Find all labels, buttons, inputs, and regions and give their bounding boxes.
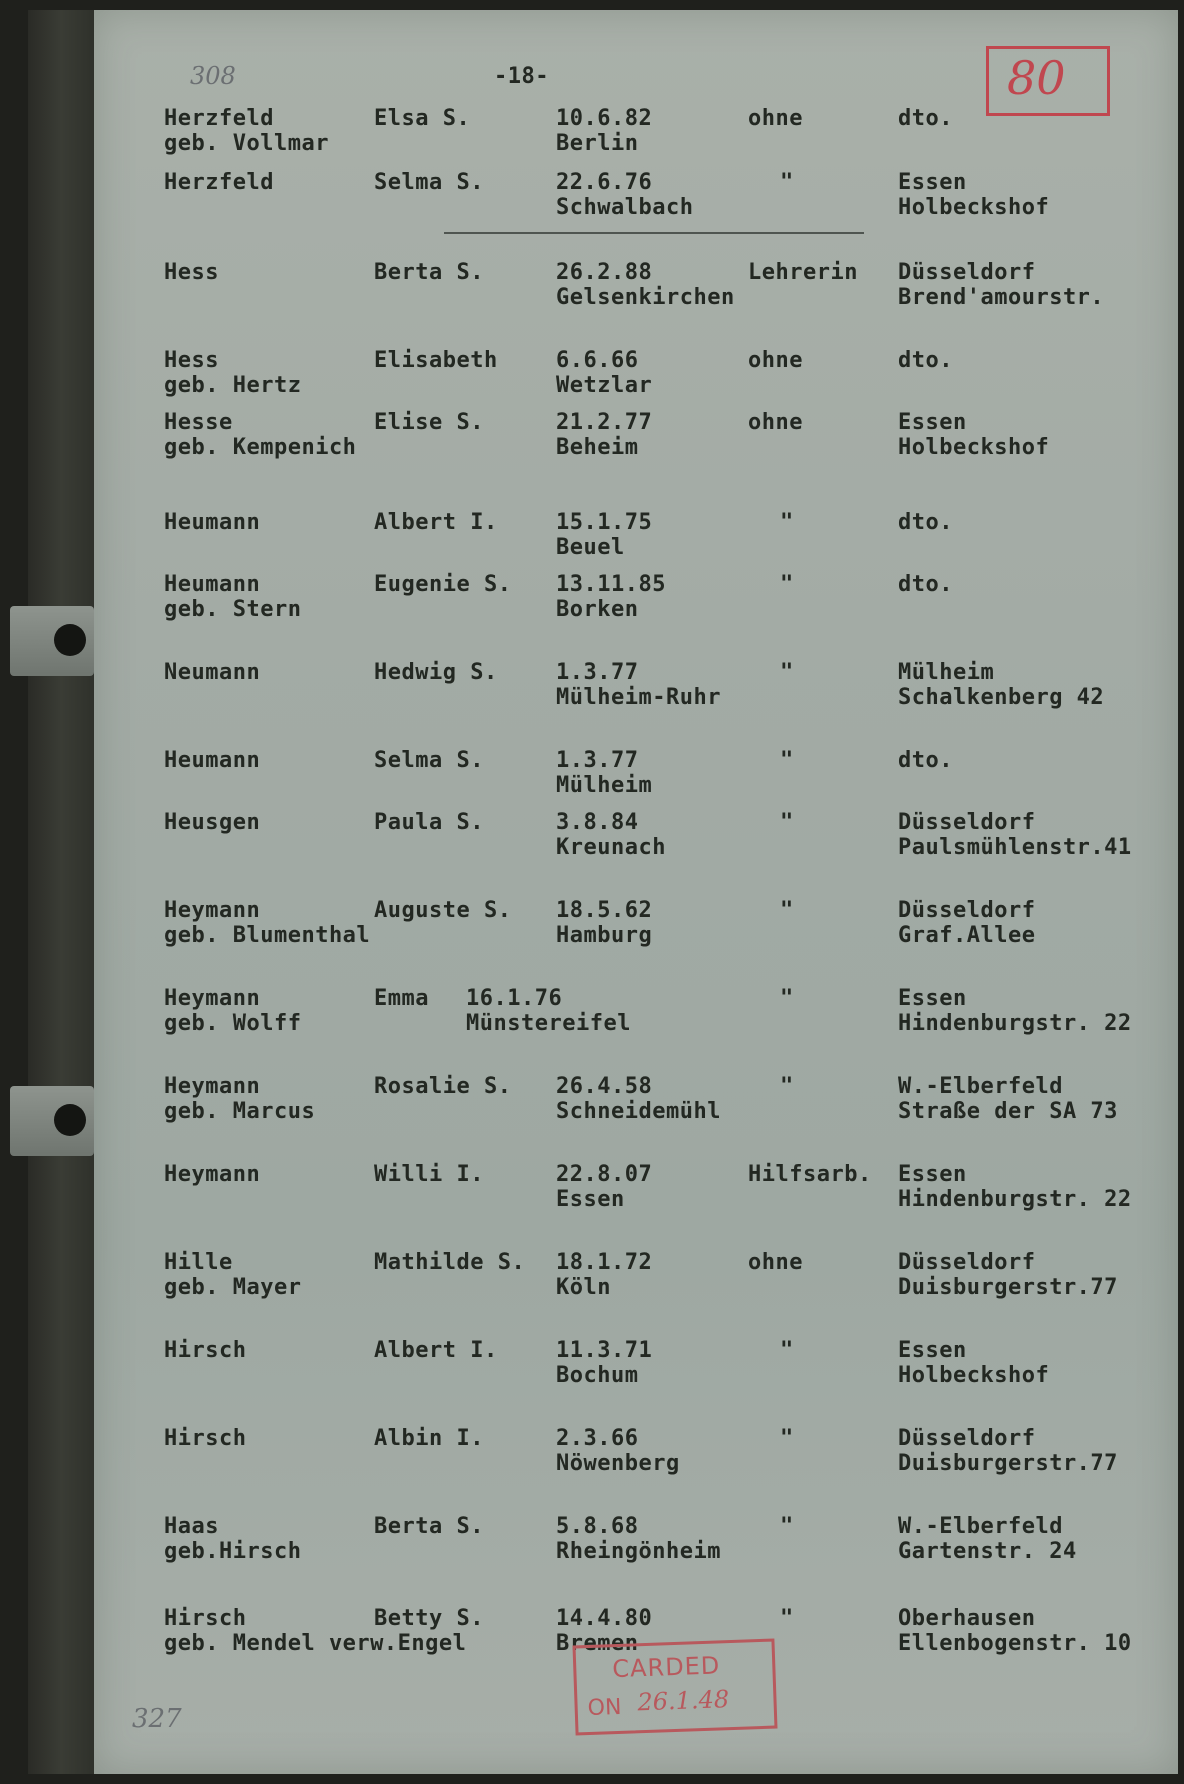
birth-date: 13.11.85 [556, 572, 666, 597]
surname: Heumann [164, 748, 261, 773]
occupation: " [780, 1514, 794, 1539]
first-name-cell [374, 1514, 484, 1539]
surname-cell [164, 748, 260, 773]
birth-date: 6.6.66 [556, 348, 639, 373]
birth-date: 15.1.75 [556, 510, 653, 535]
address-line2: Ellenbogenstr. 10 [898, 1631, 1132, 1656]
birth-date-cell [556, 810, 666, 860]
address-cell [898, 748, 953, 773]
occupation-cell [780, 1074, 794, 1099]
address-cell [898, 572, 953, 597]
surname-cell [164, 1162, 260, 1187]
address-line2: Holbeckshof [898, 435, 1050, 460]
occupation: " [780, 1426, 794, 1451]
occupation-cell [780, 898, 794, 923]
address-line2: Straße der SA 73 [898, 1099, 1118, 1124]
birth-date-line2: Bremen [556, 1631, 639, 1656]
surname-line2: geb. Mayer [164, 1275, 302, 1300]
first-name: Albert I. [374, 1338, 498, 1363]
occupation-cell [780, 660, 794, 685]
first-name-cell [374, 660, 498, 685]
occupation: " [780, 510, 794, 535]
birth-date: 22.8.07 [556, 1162, 653, 1187]
occupation-cell [780, 810, 794, 835]
surname-line2: geb.Hirsch [164, 1539, 302, 1564]
birth-date-line2: Köln [556, 1275, 611, 1300]
list-item [94, 510, 1178, 564]
occupation-cell [780, 1338, 794, 1363]
first-name: Berta S. [374, 1514, 484, 1539]
occupation-cell [780, 170, 794, 195]
surname: Herzfeld [164, 106, 274, 131]
first-name-cell [374, 1338, 498, 1363]
address-cell [898, 1426, 1118, 1476]
surname-cell [164, 898, 370, 948]
surname-line2: geb. Stern [164, 597, 302, 622]
surname-cell [164, 260, 219, 285]
address-line2: Gartenstr. 24 [898, 1539, 1077, 1564]
surname-cell [164, 1426, 246, 1451]
first-name-cell [374, 572, 511, 597]
address-cell [898, 1606, 1132, 1656]
handwritten-box-number: 80 [1007, 51, 1066, 105]
address: Essen [898, 1338, 967, 1363]
birth-date: 2.3.66 [556, 1426, 639, 1451]
surname: Hirsch [164, 1338, 247, 1363]
birth-date-cell [556, 106, 652, 156]
address: W.-Elberfeld [898, 1074, 1063, 1099]
list-item [94, 748, 1178, 802]
surname: Hille [164, 1250, 233, 1275]
list-item [94, 1426, 1178, 1480]
birth-date-line2: Borken [556, 597, 639, 622]
birth-date-cell [466, 986, 631, 1036]
list-item [94, 1162, 1178, 1216]
first-name: Paula S. [374, 810, 484, 835]
birth-date: 10.6.82 [556, 106, 653, 131]
address: Düsseldorf [898, 1250, 1036, 1275]
birth-date-line2: Rheingönheim [556, 1539, 721, 1564]
address-line2: Holbeckshof [898, 195, 1050, 220]
birth-date: 5.8.68 [556, 1514, 639, 1539]
occupation-cell [748, 106, 803, 131]
birth-date-line2: Wetzlar [556, 373, 653, 398]
birth-date: 26.2.88 [556, 260, 653, 285]
first-name: Auguste S. [374, 898, 512, 923]
address: dto. [898, 106, 953, 131]
birth-date-line2: Berlin [556, 131, 639, 156]
first-name-cell [374, 1074, 511, 1099]
first-name: Selma S. [374, 170, 484, 195]
surname: Herzfeld [164, 170, 274, 195]
first-name: Albert I. [374, 510, 498, 535]
occupation: " [780, 572, 794, 597]
occupation: ohne [748, 348, 803, 373]
stamp-carded-text: CARDED [611, 1651, 721, 1684]
list-item [94, 660, 1178, 714]
surname: Heymann [164, 898, 261, 923]
occupation-cell [780, 1606, 794, 1631]
birth-date-line2: Hamburg [556, 923, 653, 948]
first-name-cell [374, 106, 470, 131]
occupation-cell [748, 410, 803, 435]
list-item [94, 106, 1178, 160]
birth-date-line2: Schneidemühl [556, 1099, 721, 1124]
birth-date-cell [556, 1250, 652, 1300]
occupation-cell [780, 1426, 794, 1451]
birth-date: 3.8.84 [556, 810, 639, 835]
surname-cell [164, 410, 356, 460]
surname-cell [164, 170, 274, 195]
occupation: " [780, 810, 794, 835]
birth-date-line2: Mülheim-Ruhr [556, 685, 721, 710]
first-name: Elisabeth [374, 348, 498, 373]
birth-date: 1.3.77 [556, 660, 639, 685]
first-name: Rosalie S. [374, 1074, 512, 1099]
surname-line2: geb. Kempenich [164, 435, 357, 460]
surname-cell [164, 1338, 246, 1363]
address: Mülheim [898, 660, 995, 685]
handwritten-bottom-number: 327 [132, 1704, 182, 1734]
list-item [94, 810, 1178, 864]
address-cell [898, 1338, 1049, 1388]
stamp-on-text: ON [587, 1694, 622, 1722]
occupation: " [780, 660, 794, 685]
birth-date-cell [556, 1338, 652, 1388]
first-name-cell [374, 1606, 484, 1631]
birth-date: 26.4.58 [556, 1074, 653, 1099]
address-line2: Holbeckshof [898, 1363, 1050, 1388]
birth-date-line2: Schwalbach [556, 195, 694, 220]
occupation-cell [780, 1514, 794, 1539]
address: Essen [898, 170, 967, 195]
birth-date-line2: Beuel [556, 535, 625, 560]
birth-date-cell [556, 572, 666, 622]
address: Essen [898, 410, 967, 435]
surname-cell [164, 348, 301, 398]
birth-date-cell [556, 260, 735, 310]
address-cell [898, 260, 1104, 310]
address-cell [898, 1250, 1118, 1300]
address-cell [898, 1074, 1118, 1124]
surname-line2: geb. Wolff [164, 1011, 302, 1036]
surname: Hess [164, 260, 219, 285]
address: dto. [898, 348, 953, 373]
first-name-cell [374, 410, 484, 435]
address-line2: Hindenburgstr. 22 [898, 1011, 1132, 1036]
surname: Hesse [164, 410, 233, 435]
birth-date-cell [556, 1514, 721, 1564]
address: W.-Elberfeld [898, 1514, 1063, 1539]
occupation: " [780, 898, 794, 923]
first-name-cell [374, 810, 484, 835]
address-cell [898, 410, 1049, 460]
occupation-cell [780, 748, 794, 773]
list-item [94, 1250, 1178, 1304]
occupation-cell [780, 986, 794, 1011]
surname-cell [164, 1514, 301, 1564]
address: dto. [898, 748, 953, 773]
occupation-cell [748, 1250, 803, 1275]
address: Oberhausen [898, 1606, 1036, 1631]
first-name-cell [374, 1426, 484, 1451]
document-sheet [94, 10, 1178, 1774]
list-item [94, 898, 1178, 952]
first-name-cell [374, 898, 511, 923]
surname-cell [164, 1250, 301, 1300]
address-cell [898, 986, 1132, 1036]
first-name: Berta S. [374, 260, 484, 285]
occupation-cell [780, 510, 794, 535]
surname: Haas [164, 1514, 219, 1539]
page-number: -18- [494, 64, 549, 89]
list-item [94, 572, 1178, 626]
surname: Heymann [164, 1074, 261, 1099]
first-name-cell [374, 986, 429, 1011]
address: Düsseldorf [898, 260, 1036, 285]
first-name: Selma S. [374, 748, 484, 773]
address-line2: Graf.Allee [898, 923, 1036, 948]
list-item [94, 410, 1178, 464]
surname-cell [164, 1074, 315, 1124]
occupation: Hilfsarb. [748, 1162, 872, 1187]
birth-date-cell [556, 1162, 652, 1212]
first-name: Elsa S. [374, 106, 471, 131]
list-item [94, 1074, 1178, 1128]
list-item [94, 260, 1178, 314]
address-line2: Paulsmühlenstr.41 [898, 835, 1132, 860]
birth-date-line2: Münstereifel [466, 1011, 631, 1036]
occupation: ohne [748, 106, 803, 131]
address: Essen [898, 1162, 967, 1187]
surname: Hirsch [164, 1606, 247, 1631]
birth-date-line2: Kreunach [556, 835, 666, 860]
address-cell [898, 1162, 1132, 1212]
first-name: Emma [374, 986, 429, 1011]
address-line2: Hindenburgstr. 22 [898, 1187, 1132, 1212]
birth-date: 22.6.76 [556, 170, 653, 195]
surname: Heymann [164, 1162, 261, 1187]
occupation: " [780, 748, 794, 773]
birth-date-line2: Bochum [556, 1363, 639, 1388]
first-name-cell [374, 348, 498, 373]
separator-line [444, 232, 864, 234]
address-cell [898, 1514, 1077, 1564]
first-name: Elise S. [374, 410, 484, 435]
birth-date-cell [556, 660, 721, 710]
occupation-cell [748, 348, 803, 373]
occupation: " [780, 1606, 794, 1631]
first-name-cell [374, 1162, 484, 1187]
occupation: " [780, 1074, 794, 1099]
carded-stamp [572, 1639, 777, 1736]
list-item [94, 170, 1178, 224]
surname: Heumann [164, 510, 261, 535]
first-name: Betty S. [374, 1606, 484, 1631]
surname-cell [164, 106, 329, 156]
address-cell [898, 510, 953, 535]
first-name: Hedwig S. [374, 660, 498, 685]
surname-cell [164, 986, 301, 1036]
surname: Hirsch [164, 1426, 247, 1451]
first-name-cell [374, 748, 484, 773]
address: Düsseldorf [898, 898, 1036, 923]
surname-line2: geb. Vollmar [164, 131, 329, 156]
list-item [94, 986, 1178, 1040]
surname: Heumann [164, 572, 261, 597]
address: Essen [898, 986, 967, 1011]
address-line2: Duisburgerstr.77 [898, 1275, 1118, 1300]
occupation-cell [780, 572, 794, 597]
first-name-cell [374, 510, 498, 535]
address-cell [898, 660, 1104, 710]
birth-date-cell [556, 348, 652, 398]
first-name: Eugenie S. [374, 572, 512, 597]
birth-date-line2: Mülheim [556, 773, 653, 798]
birth-date-cell [556, 898, 652, 948]
surname-line2: geb. Marcus [164, 1099, 316, 1124]
first-name-cell [374, 170, 484, 195]
birth-date: 18.1.72 [556, 1250, 653, 1275]
binder-clip-bottom [10, 1086, 94, 1156]
birth-date-line2: Nöwenberg [556, 1451, 680, 1476]
binder-clip-top [10, 606, 94, 676]
birth-date: 1.3.77 [556, 748, 639, 773]
surname-line2: geb. Blumenthal [164, 923, 371, 948]
stamp-date: 26.1.48 [637, 1685, 730, 1717]
birth-date: 21.2.77 [556, 410, 653, 435]
handwritten-folio-number: 308 [190, 62, 236, 90]
occupation: ohne [748, 1250, 803, 1275]
surname-cell [164, 510, 260, 535]
birth-date: 11.3.71 [556, 1338, 653, 1363]
birth-date: 14.4.80 [556, 1606, 653, 1631]
birth-date-line2: Gelsenkirchen [556, 285, 735, 310]
surname-line2: geb. Hertz [164, 373, 302, 398]
address-cell [898, 348, 953, 373]
birth-date-cell [556, 1426, 680, 1476]
address-cell [898, 170, 1049, 220]
address-line2: Duisburgerstr.77 [898, 1451, 1118, 1476]
occupation-cell [748, 1162, 872, 1187]
occupation: Lehrerin [748, 260, 858, 285]
first-name: Albin I. [374, 1426, 484, 1451]
birth-date-cell [556, 170, 693, 220]
address-line2: Schalkenberg 42 [898, 685, 1105, 710]
surname-cell [164, 572, 301, 622]
birth-date-cell [556, 1074, 721, 1124]
surname-line2: geb. Mendel verw.Engel [164, 1631, 467, 1656]
birth-date: 16.1.76 [466, 986, 563, 1011]
surname: Hess [164, 348, 219, 373]
address: dto. [898, 510, 953, 535]
occupation: ohne [748, 410, 803, 435]
address-cell [898, 106, 953, 131]
first-name: Willi I. [374, 1162, 484, 1187]
address-cell [898, 810, 1132, 860]
birth-date-cell [556, 748, 652, 798]
occupation-cell [748, 260, 858, 285]
address: dto. [898, 572, 953, 597]
surname: Heusgen [164, 810, 261, 835]
occupation: " [780, 170, 794, 195]
address-cell [898, 898, 1035, 948]
surname-cell [164, 810, 260, 835]
list-item [94, 1338, 1178, 1392]
birth-date: 18.5.62 [556, 898, 653, 923]
first-name-cell [374, 1250, 525, 1275]
occupation: " [780, 1338, 794, 1363]
list-item [94, 348, 1178, 402]
occupation: " [780, 986, 794, 1011]
birth-date-cell [556, 410, 652, 460]
surname: Heymann [164, 986, 261, 1011]
birth-date-line2: Beheim [556, 435, 639, 460]
first-name: Mathilde S. [374, 1250, 526, 1275]
birth-date-line2: Essen [556, 1187, 625, 1212]
address-line2: Brend'amourstr. [898, 285, 1105, 310]
surname-cell [164, 660, 260, 685]
address: Düsseldorf [898, 810, 1036, 835]
first-name-cell [374, 260, 484, 285]
surname: Neumann [164, 660, 261, 685]
list-item [94, 1514, 1178, 1568]
address: Düsseldorf [898, 1426, 1036, 1451]
birth-date-cell [556, 510, 652, 560]
binding-strip [28, 10, 94, 1774]
